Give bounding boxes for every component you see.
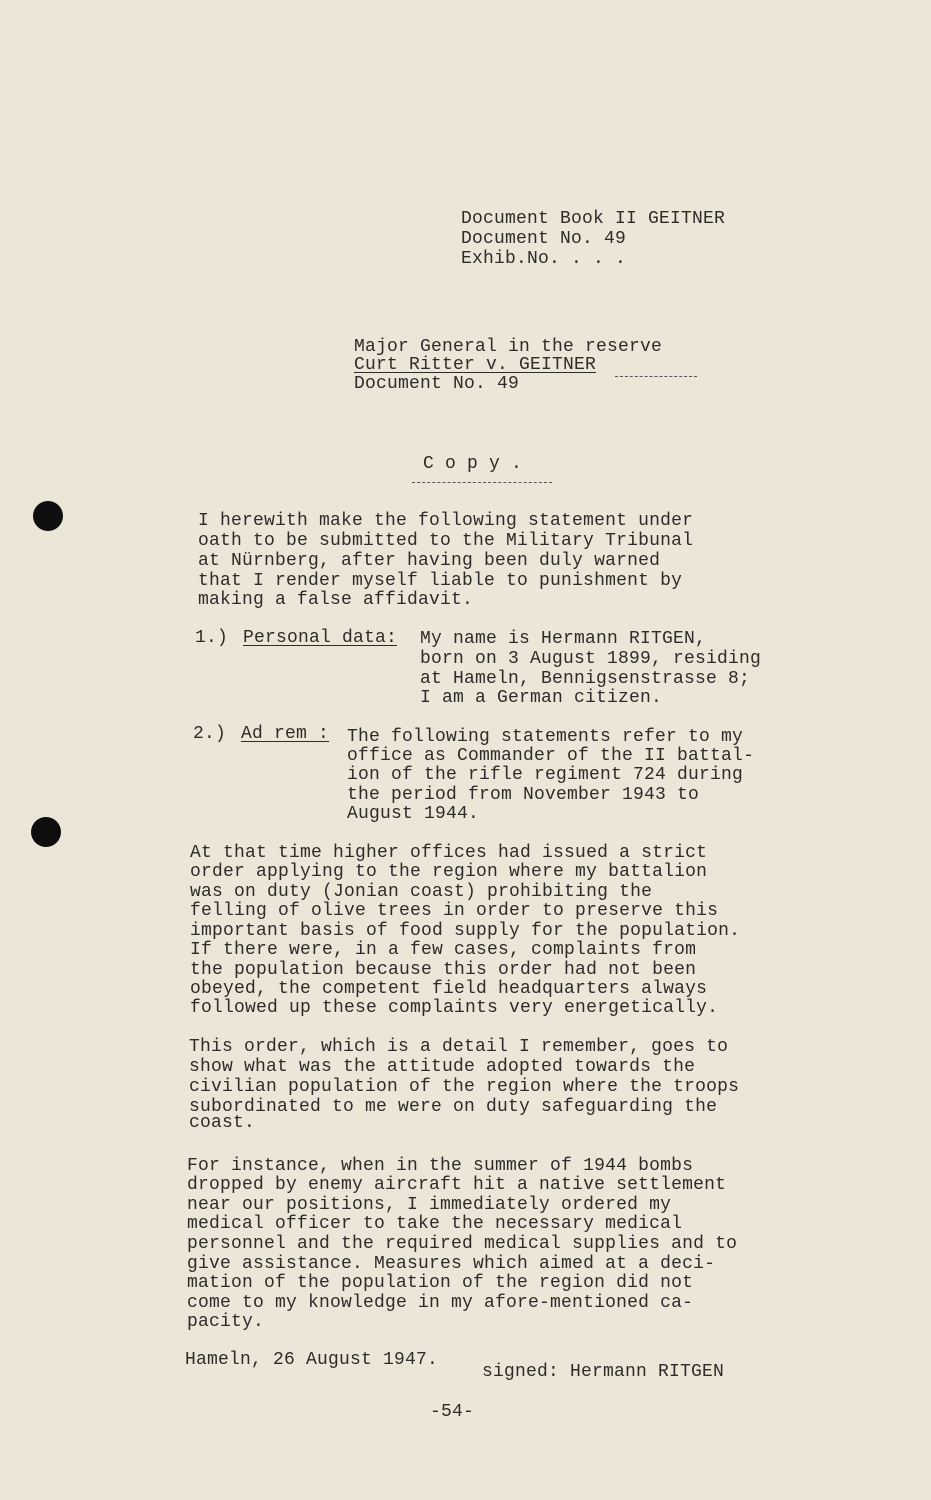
intro-line: at Nürnberg, after having been duly warned [198,551,661,571]
item-number: 2.) [193,724,227,744]
paragraph-line: If there were, in a few cases, complaints from [190,940,697,960]
intro-line: I herewith make the following statement under [198,511,694,531]
author-document-number: Document No. 49 [354,374,520,394]
item-text-line: the period from November 1943 to [347,785,700,805]
paragraph-line: come to my knowledge in my afore-mentioned ca- [187,1293,694,1313]
intro-line: making a false affidavit. [198,590,474,610]
paragraph-line: mation of the population of the region did not [187,1273,694,1293]
author-rank: Major General in the reserve [354,337,663,357]
paragraph-line: important basis of food supply for the population. [190,921,741,941]
copy-title: C o p y . [423,454,523,474]
paragraph-line: give assistance. Measures which aimed at a deci- [187,1254,716,1274]
paragraph-line: medical officer to take the necessary medical [187,1214,683,1234]
item-text-line: August 1944. [347,804,480,824]
paragraph-line: personnel and the required medical supplies and to [187,1234,738,1254]
signature: signed: Hermann RITGEN [482,1362,725,1382]
intro-line: oath to be submitted to the Military Tribunal [198,531,694,551]
item-text-line: at Hameln, Bennigsenstrasse 8; [420,669,751,689]
item-text-line: I am a German citizen. [420,688,663,708]
intro-line: that I render myself liable to punishment by [198,571,683,591]
item-text-line: ion of the rifle regiment 724 during [347,765,744,785]
copy-title-rule [412,482,552,483]
paragraph-line: near our positions, I immediately ordered my [187,1195,672,1215]
item-number: 1.) [195,628,229,648]
author-name: Curt Ritter v. GEITNER [354,355,597,375]
item-label: Personal data: [243,628,398,648]
item-text-line: office as Commander of the II battal- [347,746,755,766]
author-underline-extension [615,376,697,377]
paragraph-line: show what was the attitude adopted towards the [189,1057,696,1077]
paragraph-line: civilian population of the region where the troops [189,1077,740,1097]
item-text-line: born on 3 August 1899, residing [420,649,762,669]
item-text-line: The following statements refer to my [347,727,744,747]
paragraph-line: For instance, when in the summer of 1944 bombs [187,1156,694,1176]
place-and-date: Hameln, 26 August 1947. [185,1350,439,1370]
item-text-line: My name is Hermann RITGEN, [420,629,707,649]
page-number: -54- [430,1402,475,1422]
header-document-number: Document No. 49 [461,229,627,249]
paragraph-line: subordinated to me were on duty safeguarding the [189,1097,718,1117]
paragraph-line: the population because this order had not been [190,960,697,980]
item-label: Ad rem : [241,724,330,744]
paragraph-line: pacity. [187,1312,265,1332]
header-exhibit-number: Exhib.No. . . . [461,249,627,269]
paragraph-line: was on duty (Jonian coast) prohibiting the [190,882,653,902]
paragraph-line: At that time higher offices had issued a strict [190,843,708,863]
paragraph-line: This order, which is a detail I remember, goes to [189,1037,729,1057]
paragraph-line: felling of olive trees in order to preserve this [190,901,719,921]
header-document-book: Document Book II GEITNER [461,209,726,229]
punch-hole-top [33,501,63,531]
paragraph-line: order applying to the region where my battalion [190,862,708,882]
paragraph-line: coast. [189,1113,256,1133]
punch-hole-bottom [31,817,61,847]
paragraph-line: obeyed, the competent field headquarters always [190,979,708,999]
paragraph-line: followed up these complaints very energetically. [190,998,719,1018]
paragraph-line: dropped by enemy aircraft hit a native settlement [187,1175,727,1195]
